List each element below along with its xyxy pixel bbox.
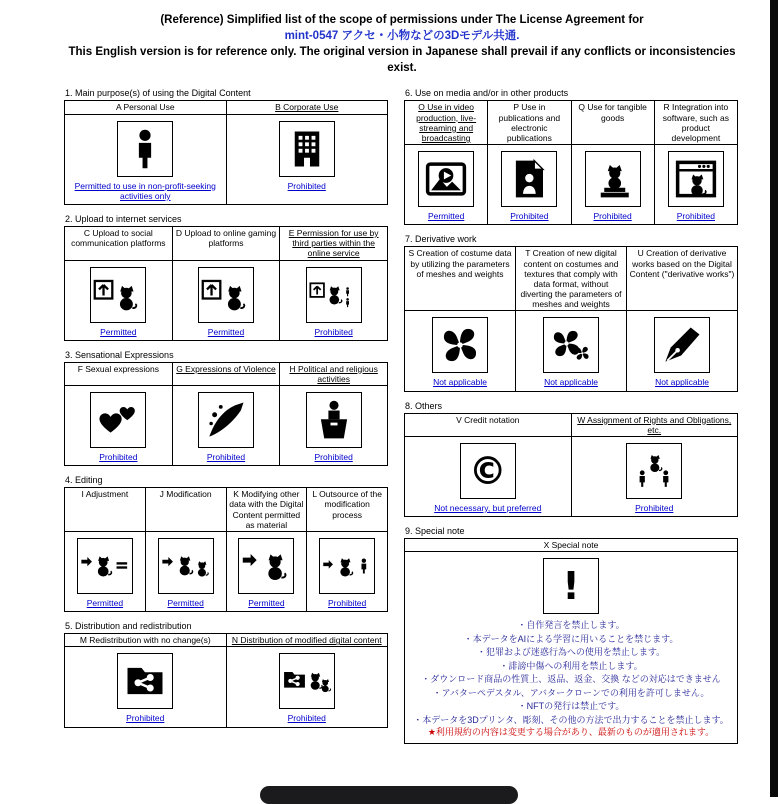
pinwheel-icon — [439, 324, 481, 366]
exclamation-icon: ! — [562, 564, 580, 609]
knife-icon — [205, 399, 247, 441]
section-media-products — [404, 88, 738, 225]
status-link[interactable]: Prohibited — [327, 598, 367, 608]
cell-header: R Integration into software, such as product development — [654, 101, 737, 145]
icon-box — [626, 443, 682, 499]
perm-cell — [654, 145, 737, 225]
icon-box — [238, 538, 294, 594]
special-note-cell — [405, 552, 738, 744]
cell-header: Q Use for tangible goods — [571, 101, 654, 145]
special-note-line: ・アバターペデスタル、アバタークローンでの利用を許可しません。 — [432, 687, 710, 698]
icon-box — [90, 392, 146, 448]
upload-cat-icon — [93, 277, 143, 313]
special-note-line: ・本データをAIによる学習に用いることを禁じます。 — [463, 633, 679, 644]
icon-box — [432, 317, 488, 373]
permission-table — [404, 100, 738, 225]
section-sensational — [64, 350, 388, 467]
icon-box — [77, 538, 133, 594]
cell-header: V Credit notation — [405, 413, 572, 436]
figurine-icon — [592, 158, 634, 200]
pen-icon — [661, 324, 703, 366]
status-link[interactable]: Permitted to use in non-profit-seeking activities only — [74, 180, 216, 201]
section-others — [404, 401, 738, 518]
cell-header: D Upload to online gaming platforms — [172, 226, 280, 260]
software-window-icon — [675, 158, 717, 200]
cell-header: N Distribution of modified digital content — [226, 634, 388, 647]
status-link[interactable]: Not necessary, but preferred — [434, 503, 542, 513]
share-folder-icon — [124, 660, 166, 702]
status-link[interactable]: Permitted — [167, 598, 204, 608]
status-link[interactable]: Prohibited — [593, 211, 632, 222]
distribute-modified-icon — [282, 663, 332, 699]
section-title: 6. Use on media and/or in other products — [405, 88, 569, 99]
person-icon — [124, 128, 166, 170]
special-note-header: X Special note — [405, 539, 738, 552]
cell-header: I Adjustment — [65, 488, 146, 532]
cell-header: B Corporate Use — [226, 101, 388, 114]
status-link[interactable]: Not applicable — [544, 377, 598, 388]
section-derivative — [404, 234, 738, 391]
icon-box — [654, 317, 710, 373]
section-title: 9. Special note — [405, 526, 465, 537]
publication-icon — [508, 158, 550, 200]
status-link[interactable]: Prohibited — [126, 713, 165, 724]
rights-transfer-icon — [629, 453, 679, 489]
cell-header: L Outsource of the modification process — [307, 488, 388, 532]
icon-box — [198, 267, 254, 323]
icon-box — [319, 538, 375, 594]
video-play-icon — [425, 158, 467, 200]
icon-box — [117, 121, 173, 177]
cell-header: S Creation of costume data by utilizing the parameters of meshes and weights — [405, 247, 516, 311]
special-note-line: ・NFTの発行は禁止です。 — [517, 701, 625, 712]
home-indicator[interactable] — [260, 786, 518, 804]
section-upload — [64, 214, 388, 341]
header-product-title: mint-0547 アクセ・小物などの3Dモデル共通. — [284, 30, 520, 43]
perm-cell — [65, 386, 173, 466]
cell-header: W Assignment of Rights and Obligations, etc. — [571, 413, 738, 436]
cell-header: J Modification — [145, 488, 226, 532]
icon-box — [306, 267, 362, 323]
pinwheel-icon — [550, 324, 592, 366]
permission-table — [64, 100, 388, 205]
section-title: 3. Sensational Expressions — [65, 349, 174, 360]
status-link[interactable]: Permitted — [427, 211, 465, 222]
terms-change-warning: ★利用規約の内容は変更する場合があり、最新のものが適用されます。 — [427, 727, 715, 738]
icon-box — [306, 392, 362, 448]
perm-cell — [65, 114, 227, 204]
perm-cell — [488, 145, 571, 225]
perm-cell — [405, 437, 572, 517]
perm-cell — [65, 260, 173, 340]
left-column — [64, 88, 388, 736]
section-editing — [64, 475, 388, 612]
section-main-purpose — [64, 88, 388, 205]
status-link[interactable]: Permitted — [100, 326, 137, 337]
special-note-lines — [407, 617, 735, 727]
right-scrollbar-strip[interactable] — [770, 0, 778, 797]
icon-box — [117, 653, 173, 709]
perm-cell — [172, 260, 280, 340]
cell-header: A Personal Use — [65, 101, 227, 114]
copyright-icon: © — [468, 449, 507, 493]
section-title: 8. Others — [405, 400, 443, 411]
icon-box — [90, 267, 146, 323]
special-note-line: ・本データを3Dプリンタ、彫刻、その他の方法で出力することを禁止します。 — [413, 714, 729, 725]
cell-header: C Upload to social communication platforms — [65, 226, 173, 260]
permission-table — [64, 633, 388, 727]
status-link[interactable]: Not applicable — [433, 377, 487, 388]
podium-speaker-icon — [313, 399, 355, 441]
section-title: 1. Main purpose(s) of using the Digital Content — [65, 88, 251, 99]
icon-box — [460, 443, 516, 499]
status-link[interactable]: Prohibited — [510, 211, 549, 222]
building-icon — [286, 128, 328, 170]
special-note-line: ・自作発言を禁止します。 — [517, 620, 625, 631]
section-title: 4. Editing — [65, 475, 103, 486]
outsource-icon — [322, 548, 372, 584]
status-link[interactable]: Permitted — [207, 326, 245, 337]
cell-header: E Permission for use by third parties within the online service — [280, 226, 388, 260]
perm-cell — [280, 260, 388, 340]
icon-box — [501, 151, 557, 207]
icon-box — [158, 538, 214, 594]
special-note-table — [404, 538, 738, 744]
perm-cell — [280, 386, 388, 466]
perm-cell — [65, 647, 227, 727]
status-link[interactable]: Prohibited — [314, 452, 353, 463]
perm-cell — [405, 311, 516, 391]
status-link[interactable]: Prohibited — [287, 180, 326, 191]
cell-header: P Use in publications and electronic publications — [488, 101, 571, 145]
perm-cell — [571, 145, 654, 225]
document-header — [64, 12, 740, 76]
permission-table — [64, 362, 388, 467]
modify-material-icon — [241, 548, 291, 584]
perm-cell — [627, 311, 738, 391]
status-link[interactable]: Prohibited — [287, 713, 326, 724]
icon-box — [668, 151, 724, 207]
upload-third-party-icon — [309, 277, 359, 313]
perm-cell — [516, 311, 627, 391]
perm-cell — [405, 145, 488, 225]
special-note-line: ・犯罪および迷惑行為への使用を禁止します。 — [476, 647, 666, 658]
section-distribution — [64, 621, 388, 727]
perm-cell — [65, 532, 146, 612]
status-link[interactable]: Permitted — [248, 598, 285, 608]
header-line-3: This English version is for reference only. The original version in Japanese shall prevail if any conflicts or inconsistencies exist. — [68, 46, 736, 75]
two-column-layout — [64, 88, 740, 753]
perm-cell — [226, 647, 388, 727]
cell-header: T Creation of new digital content on costumes and textures that comply with data format, without diverting the parameters of meshes and weights — [516, 247, 627, 311]
cell-header: F Sexual expressions — [65, 362, 173, 385]
cell-header: K Modifying other data with the Digital Content permitted as material — [226, 488, 307, 532]
status-link[interactable]: Not applicable — [655, 377, 709, 388]
icon-box — [543, 558, 599, 614]
perm-cell — [226, 532, 307, 612]
permission-table — [64, 487, 388, 612]
cell-header: M Redistribution with no change(s) — [65, 634, 227, 647]
status-link[interactable]: Prohibited — [99, 452, 138, 463]
upload-cat-icon — [201, 277, 251, 313]
icon-box — [418, 151, 474, 207]
status-link[interactable]: Prohibited — [635, 503, 674, 513]
icon-box — [198, 392, 254, 448]
perm-cell — [307, 532, 388, 612]
icon-box — [585, 151, 641, 207]
cell-header: G Expressions of Violence — [172, 362, 280, 385]
perm-cell — [145, 532, 226, 612]
perm-cell — [172, 386, 280, 466]
section-special-note — [404, 526, 738, 744]
perm-cell — [226, 114, 388, 204]
special-note-line: ・ダウンロード商品の性質上、返品、返金、交換 などの対応はできません — [421, 674, 721, 685]
section-title: 5. Distribution and redistribution — [65, 621, 192, 632]
cell-header: O Use in video production, live-streaming and broadcasting — [405, 101, 488, 145]
modify-cats-icon — [161, 548, 211, 584]
section-title: 7. Derivative work — [405, 234, 477, 245]
adjust-cat-icon — [80, 548, 130, 584]
permission-table — [404, 246, 738, 391]
special-note-line: ・誹謗中傷への利用を禁止します。 — [499, 660, 643, 671]
icon-box — [279, 121, 335, 177]
hearts-icon — [97, 399, 139, 441]
section-title: 2. Upload to internet services — [65, 213, 182, 224]
permission-table — [64, 226, 388, 341]
perm-cell — [571, 437, 738, 517]
status-link[interactable]: Prohibited — [676, 211, 716, 222]
status-link[interactable]: Prohibited — [314, 326, 353, 337]
permission-table — [404, 413, 738, 518]
cell-header: H Political and religious activities — [280, 362, 388, 385]
header-line-1: (Reference) Simplified list of the scope of permissions under The License Agreement for — [160, 14, 644, 26]
icon-box — [543, 317, 599, 373]
cell-header: U Creation of derivative works based on the Digital Content ("derivative works") — [627, 247, 738, 311]
status-link[interactable]: Permitted — [86, 598, 124, 608]
right-column — [404, 88, 738, 753]
status-link[interactable]: Prohibited — [206, 452, 246, 463]
icon-box — [279, 653, 335, 709]
